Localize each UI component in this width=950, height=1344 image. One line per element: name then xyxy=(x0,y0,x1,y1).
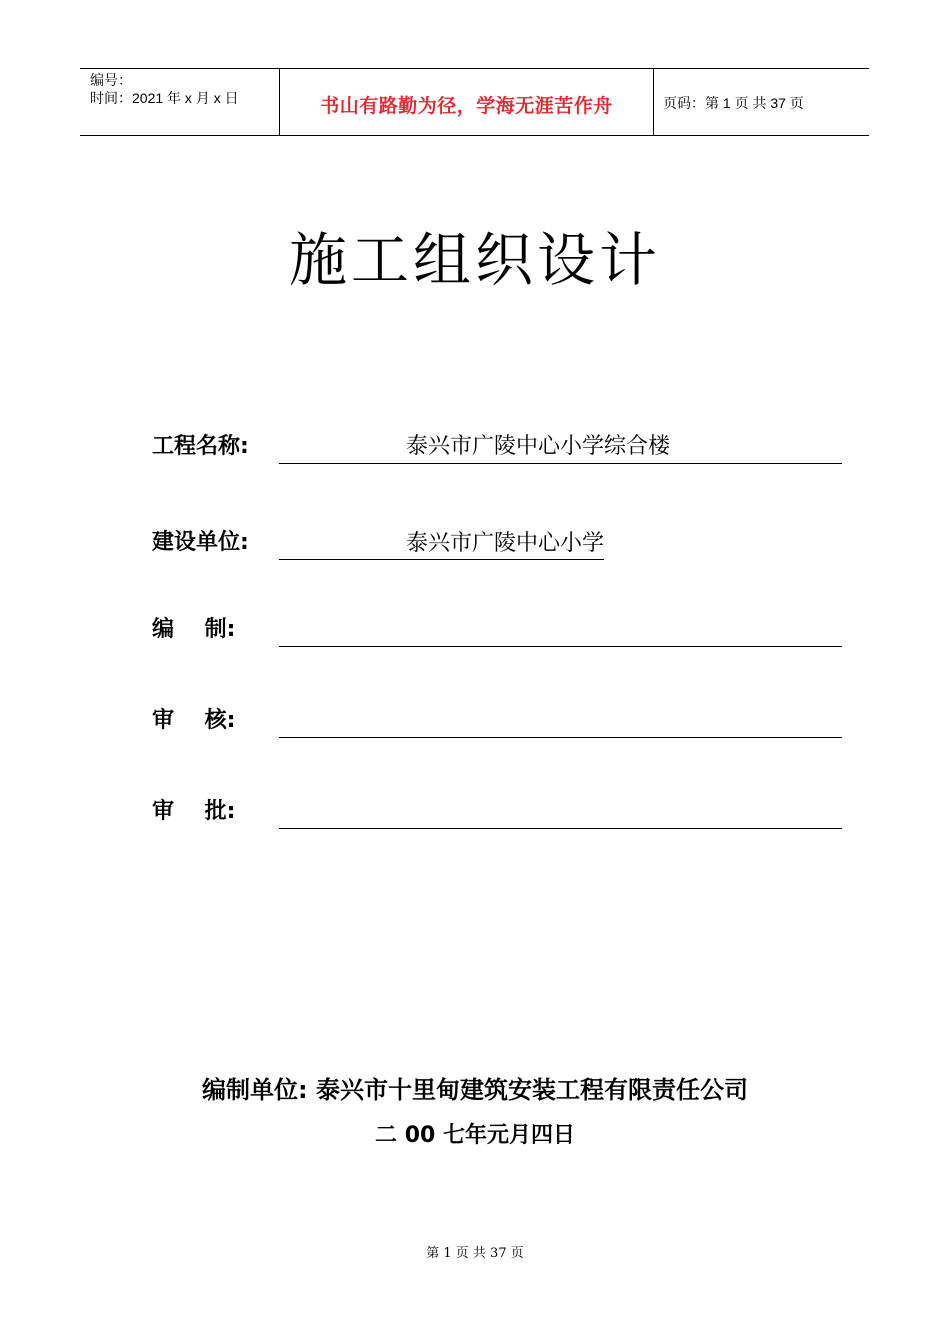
page-footer: 第 1 页 共 37 页 xyxy=(426,1246,524,1261)
client-value: 泰兴市广陵中心小学 xyxy=(279,529,604,560)
project-name-row xyxy=(152,424,842,464)
compile-date: 二 00 七年元月四日 xyxy=(375,1123,575,1148)
header-motto-cell xyxy=(280,69,654,135)
header-page-info: 页码：第 1 页 共 37 页 xyxy=(663,95,804,111)
project-name-label: 工程名称: xyxy=(152,434,249,459)
document-title: 施工组织设计 xyxy=(288,226,661,294)
approved-by-row xyxy=(152,789,842,829)
client-label: 建设单位: xyxy=(152,530,249,555)
document-time-label: 时间：2021 年 x 月 x 日 xyxy=(90,90,239,106)
reviewed-by-underline xyxy=(279,737,842,738)
project-name-value: 泰兴市广陵中心小学综合楼 xyxy=(406,434,671,459)
compiled-by-label: 编 制: xyxy=(152,617,236,642)
compiled-by-underline xyxy=(279,646,842,647)
project-name-underline xyxy=(279,463,842,464)
compiling-organization: 编制单位: 泰兴市十里甸建筑安装工程有限责任公司 xyxy=(202,1076,748,1104)
approved-by-label: 审 批: xyxy=(152,799,236,824)
client-row xyxy=(152,520,842,560)
header-page-cell xyxy=(654,69,869,135)
compiled-by-row xyxy=(152,607,842,647)
reviewed-by-row xyxy=(152,698,842,738)
page-header xyxy=(80,68,869,136)
document-number-label: 编号： xyxy=(90,72,132,88)
approved-by-underline xyxy=(279,828,842,829)
header-meta-cell xyxy=(80,69,280,135)
reviewed-by-label: 审 核: xyxy=(152,708,236,733)
header-motto: 书山有路勤为径，学海无涯苦作舟 xyxy=(320,94,613,117)
